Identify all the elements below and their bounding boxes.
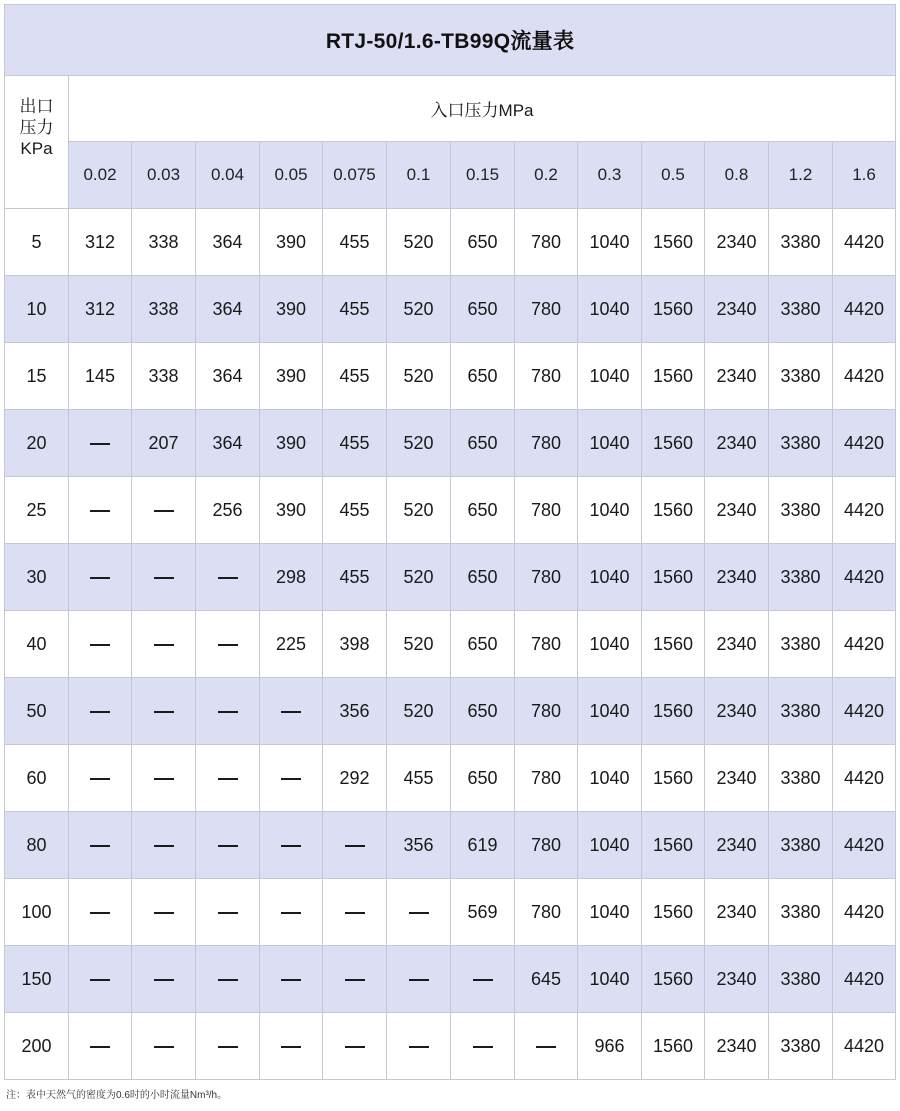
flow-value-cell: 207 — [132, 410, 196, 477]
flow-value-cell: 2340 — [705, 343, 769, 410]
no-flow-cell — [132, 812, 196, 879]
flow-value-cell: 3380 — [769, 343, 833, 410]
no-flow-cell — [69, 879, 132, 946]
flow-value-cell: 455 — [323, 477, 387, 544]
dash-mark — [90, 912, 110, 914]
flow-value-cell: 338 — [132, 343, 196, 410]
no-flow-cell — [260, 812, 323, 879]
inlet-pressure-value: 0.075 — [323, 142, 387, 209]
flow-value-cell: 455 — [323, 544, 387, 611]
flow-value-cell: 356 — [387, 812, 451, 879]
inlet-pressure-value: 0.8 — [705, 142, 769, 209]
no-flow-cell — [196, 678, 260, 745]
inlet-pressure-value: 0.04 — [196, 142, 260, 209]
table-row — [5, 611, 896, 678]
flow-value-cell: 4420 — [833, 812, 896, 879]
flow-value-cell: 569 — [451, 879, 515, 946]
dash-mark — [218, 711, 238, 713]
dash-mark — [90, 979, 110, 981]
flow-value-cell: 650 — [451, 477, 515, 544]
flow-value-cell: 2340 — [705, 812, 769, 879]
no-flow-cell — [132, 611, 196, 678]
table-row — [5, 276, 896, 343]
flow-value-cell: 1040 — [578, 477, 642, 544]
outlet-pressure-header — [5, 76, 69, 209]
flow-value-cell: 3380 — [769, 678, 833, 745]
dash-mark — [345, 912, 365, 914]
flow-value-cell: 4420 — [833, 879, 896, 946]
dash-mark — [154, 778, 174, 780]
flow-value-cell: 1560 — [642, 544, 705, 611]
no-flow-cell — [196, 946, 260, 1013]
flow-value-cell: 4420 — [833, 544, 896, 611]
outlet-header-line-1: 出口 — [19, 96, 54, 116]
flow-value-cell: 650 — [451, 410, 515, 477]
flow-value-cell: 3380 — [769, 879, 833, 946]
outlet-pressure-cell: 50 — [5, 678, 69, 745]
flow-value-cell: 780 — [515, 678, 578, 745]
flow-value-cell: 455 — [323, 343, 387, 410]
no-flow-cell — [69, 946, 132, 1013]
flow-table-container — [4, 4, 894, 1080]
flow-value-cell: 364 — [196, 410, 260, 477]
flow-value-cell: 619 — [451, 812, 515, 879]
flow-value-cell: 780 — [515, 276, 578, 343]
flow-value-cell: 650 — [451, 343, 515, 410]
outlet-pressure-cell: 80 — [5, 812, 69, 879]
dash-mark — [90, 577, 110, 579]
flow-value-cell: 1040 — [578, 946, 642, 1013]
flow-value-cell: 390 — [260, 343, 323, 410]
no-flow-cell — [132, 477, 196, 544]
inlet-pressure-value: 1.2 — [769, 142, 833, 209]
flow-value-cell: 1560 — [642, 946, 705, 1013]
dash-mark — [90, 443, 110, 445]
dash-mark — [154, 1046, 174, 1048]
dash-mark — [218, 845, 238, 847]
dash-mark — [345, 845, 365, 847]
no-flow-cell — [260, 745, 323, 812]
flow-value-cell: 455 — [323, 276, 387, 343]
no-flow-cell — [196, 745, 260, 812]
flow-value-cell: 3380 — [769, 410, 833, 477]
flow-value-cell: 520 — [387, 611, 451, 678]
flow-value-cell: 4420 — [833, 1013, 896, 1080]
table-row — [5, 812, 896, 879]
no-flow-cell — [69, 812, 132, 879]
flow-value-cell: 520 — [387, 276, 451, 343]
table-row — [5, 410, 896, 477]
flow-value-cell: 298 — [260, 544, 323, 611]
inlet-pressure-value: 0.5 — [642, 142, 705, 209]
table-row — [5, 343, 896, 410]
flow-value-cell: 520 — [387, 678, 451, 745]
no-flow-cell — [451, 946, 515, 1013]
inlet-pressure-value: 0.05 — [260, 142, 323, 209]
flow-value-cell: 3380 — [769, 745, 833, 812]
flow-value-cell: 4420 — [833, 410, 896, 477]
flow-value-cell: 650 — [451, 745, 515, 812]
dash-mark — [218, 979, 238, 981]
table-title: RTJ-50/1.6-TB99Q流量表 — [5, 5, 896, 76]
outlet-pressure-cell: 100 — [5, 879, 69, 946]
dash-mark — [154, 644, 174, 646]
dash-mark — [281, 1046, 301, 1048]
outlet-pressure-cell: 200 — [5, 1013, 69, 1080]
dash-mark — [154, 577, 174, 579]
flow-value-cell: 390 — [260, 276, 323, 343]
no-flow-cell — [323, 1013, 387, 1080]
no-flow-cell — [69, 745, 132, 812]
flow-value-cell: 1040 — [578, 209, 642, 276]
dash-mark — [281, 912, 301, 914]
inlet-pressure-value: 0.3 — [578, 142, 642, 209]
table-row — [5, 946, 896, 1013]
no-flow-cell — [132, 879, 196, 946]
flow-value-cell: 398 — [323, 611, 387, 678]
no-flow-cell — [69, 611, 132, 678]
no-flow-cell — [69, 477, 132, 544]
table-row — [5, 209, 896, 276]
flow-value-cell: 1560 — [642, 812, 705, 879]
no-flow-cell — [69, 678, 132, 745]
flow-value-cell: 1040 — [578, 343, 642, 410]
flow-value-cell: 312 — [69, 209, 132, 276]
flow-value-cell: 1560 — [642, 209, 705, 276]
outlet-pressure-cell: 60 — [5, 745, 69, 812]
flow-value-cell: 4420 — [833, 611, 896, 678]
flow-value-cell: 292 — [323, 745, 387, 812]
table-row — [5, 745, 896, 812]
flow-value-cell: 2340 — [705, 410, 769, 477]
flow-value-cell: 3380 — [769, 611, 833, 678]
flow-value-cell: 1560 — [642, 745, 705, 812]
outlet-pressure-cell: 20 — [5, 410, 69, 477]
dash-mark — [154, 845, 174, 847]
dash-mark — [90, 778, 110, 780]
flow-value-cell: 455 — [387, 745, 451, 812]
flow-value-cell: 1040 — [578, 611, 642, 678]
flow-value-cell: 780 — [515, 812, 578, 879]
no-flow-cell — [387, 879, 451, 946]
flow-value-cell: 2340 — [705, 745, 769, 812]
outlet-pressure-cell: 15 — [5, 343, 69, 410]
inlet-pressure-value: 0.2 — [515, 142, 578, 209]
no-flow-cell — [132, 946, 196, 1013]
flow-value-cell: 780 — [515, 544, 578, 611]
flow-value-cell: 2340 — [705, 477, 769, 544]
flow-value-cell: 3380 — [769, 1013, 833, 1080]
dash-mark — [345, 979, 365, 981]
table-row — [5, 477, 896, 544]
no-flow-cell — [132, 1013, 196, 1080]
no-flow-cell — [69, 410, 132, 477]
flow-value-cell: 1040 — [578, 812, 642, 879]
flow-value-cell: 390 — [260, 477, 323, 544]
flow-value-cell: 1560 — [642, 343, 705, 410]
flow-value-cell: 455 — [323, 410, 387, 477]
inlet-pressure-value: 0.02 — [69, 142, 132, 209]
no-flow-cell — [260, 678, 323, 745]
flow-value-cell: 4420 — [833, 276, 896, 343]
flow-value-cell: 1560 — [642, 477, 705, 544]
flow-value-cell: 780 — [515, 879, 578, 946]
dash-mark — [90, 644, 110, 646]
flow-value-cell: 650 — [451, 209, 515, 276]
dash-mark — [218, 1046, 238, 1048]
dash-mark — [154, 979, 174, 981]
flow-value-cell: 1040 — [578, 879, 642, 946]
flow-value-cell: 3380 — [769, 477, 833, 544]
flow-value-cell: 2340 — [705, 879, 769, 946]
dash-mark — [90, 1046, 110, 1048]
flow-value-cell: 520 — [387, 544, 451, 611]
flow-value-cell: 520 — [387, 209, 451, 276]
footnote: 注：表中天然气的密度为0.6时的小时流量Nm³/h。 — [6, 1090, 228, 1101]
inlet-pressure-value: 0.03 — [132, 142, 196, 209]
table-row — [5, 879, 896, 946]
flow-value-cell: 390 — [260, 410, 323, 477]
flow-value-cell: 455 — [323, 209, 387, 276]
flow-value-cell: 1560 — [642, 879, 705, 946]
outlet-header-line-2: 压力 — [19, 117, 54, 137]
no-flow-cell — [387, 1013, 451, 1080]
dash-mark — [90, 510, 110, 512]
flow-value-cell: 1040 — [578, 678, 642, 745]
flow-value-cell: 966 — [578, 1013, 642, 1080]
flow-value-cell: 2340 — [705, 544, 769, 611]
no-flow-cell — [323, 946, 387, 1013]
outlet-pressure-cell: 40 — [5, 611, 69, 678]
outlet-header-line-3: KPa — [20, 138, 53, 158]
no-flow-cell — [69, 544, 132, 611]
inlet-pressure-value: 1.6 — [833, 142, 896, 209]
dash-mark — [154, 510, 174, 512]
dash-mark — [218, 912, 238, 914]
no-flow-cell — [323, 812, 387, 879]
flow-value-cell: 338 — [132, 276, 196, 343]
flow-value-cell: 225 — [260, 611, 323, 678]
flow-value-cell: 4420 — [833, 209, 896, 276]
inlet-pressure-value: 0.1 — [387, 142, 451, 209]
outlet-pressure-cell: 30 — [5, 544, 69, 611]
no-flow-cell — [515, 1013, 578, 1080]
no-flow-cell — [260, 879, 323, 946]
flow-value-cell: 364 — [196, 209, 260, 276]
flow-value-cell: 312 — [69, 276, 132, 343]
flow-value-cell: 4420 — [833, 477, 896, 544]
flow-value-cell: 2340 — [705, 209, 769, 276]
flow-value-cell: 650 — [451, 678, 515, 745]
no-flow-cell — [196, 879, 260, 946]
flow-value-cell: 2340 — [705, 611, 769, 678]
flow-value-cell: 1560 — [642, 276, 705, 343]
flow-value-cell: 3380 — [769, 812, 833, 879]
flow-value-cell: 780 — [515, 209, 578, 276]
dash-mark — [218, 644, 238, 646]
dash-mark — [154, 912, 174, 914]
flow-value-cell: 4420 — [833, 678, 896, 745]
flow-value-cell: 645 — [515, 946, 578, 1013]
no-flow-cell — [132, 745, 196, 812]
table-body — [5, 209, 896, 1080]
flow-value-cell: 256 — [196, 477, 260, 544]
flow-value-cell: 1560 — [642, 611, 705, 678]
no-flow-cell — [196, 812, 260, 879]
flow-value-cell: 3380 — [769, 946, 833, 1013]
flow-value-cell: 1040 — [578, 276, 642, 343]
flow-value-cell: 650 — [451, 276, 515, 343]
flow-value-cell: 3380 — [769, 544, 833, 611]
flow-value-cell: 780 — [515, 477, 578, 544]
flow-value-cell: 2340 — [705, 678, 769, 745]
flow-value-cell: 2340 — [705, 1013, 769, 1080]
no-flow-cell — [323, 879, 387, 946]
flow-value-cell: 650 — [451, 544, 515, 611]
no-flow-cell — [387, 946, 451, 1013]
outlet-pressure-cell: 25 — [5, 477, 69, 544]
flow-value-cell: 780 — [515, 611, 578, 678]
dash-mark — [473, 1046, 493, 1048]
no-flow-cell — [196, 611, 260, 678]
dash-mark — [281, 778, 301, 780]
dash-mark — [409, 979, 429, 981]
no-flow-cell — [69, 1013, 132, 1080]
flow-value-cell: 356 — [323, 678, 387, 745]
inlet-pressure-header: 入口压力MPa — [69, 76, 896, 142]
flow-value-cell: 145 — [69, 343, 132, 410]
dash-mark — [409, 912, 429, 914]
dash-mark — [90, 711, 110, 713]
flow-value-cell: 2340 — [705, 276, 769, 343]
no-flow-cell — [451, 1013, 515, 1080]
flow-value-cell: 390 — [260, 209, 323, 276]
table-row — [5, 678, 896, 745]
dash-mark — [281, 979, 301, 981]
flow-value-cell: 4420 — [833, 745, 896, 812]
flow-value-cell: 520 — [387, 343, 451, 410]
no-flow-cell — [196, 1013, 260, 1080]
flow-value-cell: 4420 — [833, 946, 896, 1013]
flow-value-cell: 3380 — [769, 209, 833, 276]
flow-value-cell: 4420 — [833, 343, 896, 410]
inlet-pressure-value: 0.15 — [451, 142, 515, 209]
table-row — [5, 544, 896, 611]
dash-mark — [218, 577, 238, 579]
flow-value-cell: 780 — [515, 343, 578, 410]
dash-mark — [473, 979, 493, 981]
flow-value-cell: 520 — [387, 477, 451, 544]
flow-value-cell: 364 — [196, 276, 260, 343]
flow-value-cell: 1040 — [578, 745, 642, 812]
no-flow-cell — [132, 678, 196, 745]
flow-value-cell: 650 — [451, 611, 515, 678]
flow-value-cell: 520 — [387, 410, 451, 477]
no-flow-cell — [196, 544, 260, 611]
flow-value-cell: 3380 — [769, 276, 833, 343]
dash-mark — [281, 845, 301, 847]
table-row — [5, 1013, 896, 1080]
flow-table — [4, 4, 896, 1080]
flow-value-cell: 780 — [515, 410, 578, 477]
flow-value-cell: 2340 — [705, 946, 769, 1013]
flow-value-cell: 1560 — [642, 1013, 705, 1080]
dash-mark — [90, 845, 110, 847]
flow-value-cell: 1560 — [642, 410, 705, 477]
outlet-pressure-cell: 150 — [5, 946, 69, 1013]
flow-value-cell: 1560 — [642, 678, 705, 745]
flow-value-cell: 1040 — [578, 544, 642, 611]
no-flow-cell — [260, 946, 323, 1013]
outlet-pressure-cell: 5 — [5, 209, 69, 276]
flow-value-cell: 338 — [132, 209, 196, 276]
flow-value-cell: 780 — [515, 745, 578, 812]
flow-value-cell: 1040 — [578, 410, 642, 477]
flow-value-cell: 364 — [196, 343, 260, 410]
no-flow-cell — [260, 1013, 323, 1080]
no-flow-cell — [132, 544, 196, 611]
dash-mark — [409, 1046, 429, 1048]
outlet-pressure-cell: 10 — [5, 276, 69, 343]
dash-mark — [154, 711, 174, 713]
inlet-pressure-row — [5, 142, 896, 209]
dash-mark — [218, 778, 238, 780]
dash-mark — [281, 711, 301, 713]
dash-mark — [536, 1046, 556, 1048]
dash-mark — [345, 1046, 365, 1048]
